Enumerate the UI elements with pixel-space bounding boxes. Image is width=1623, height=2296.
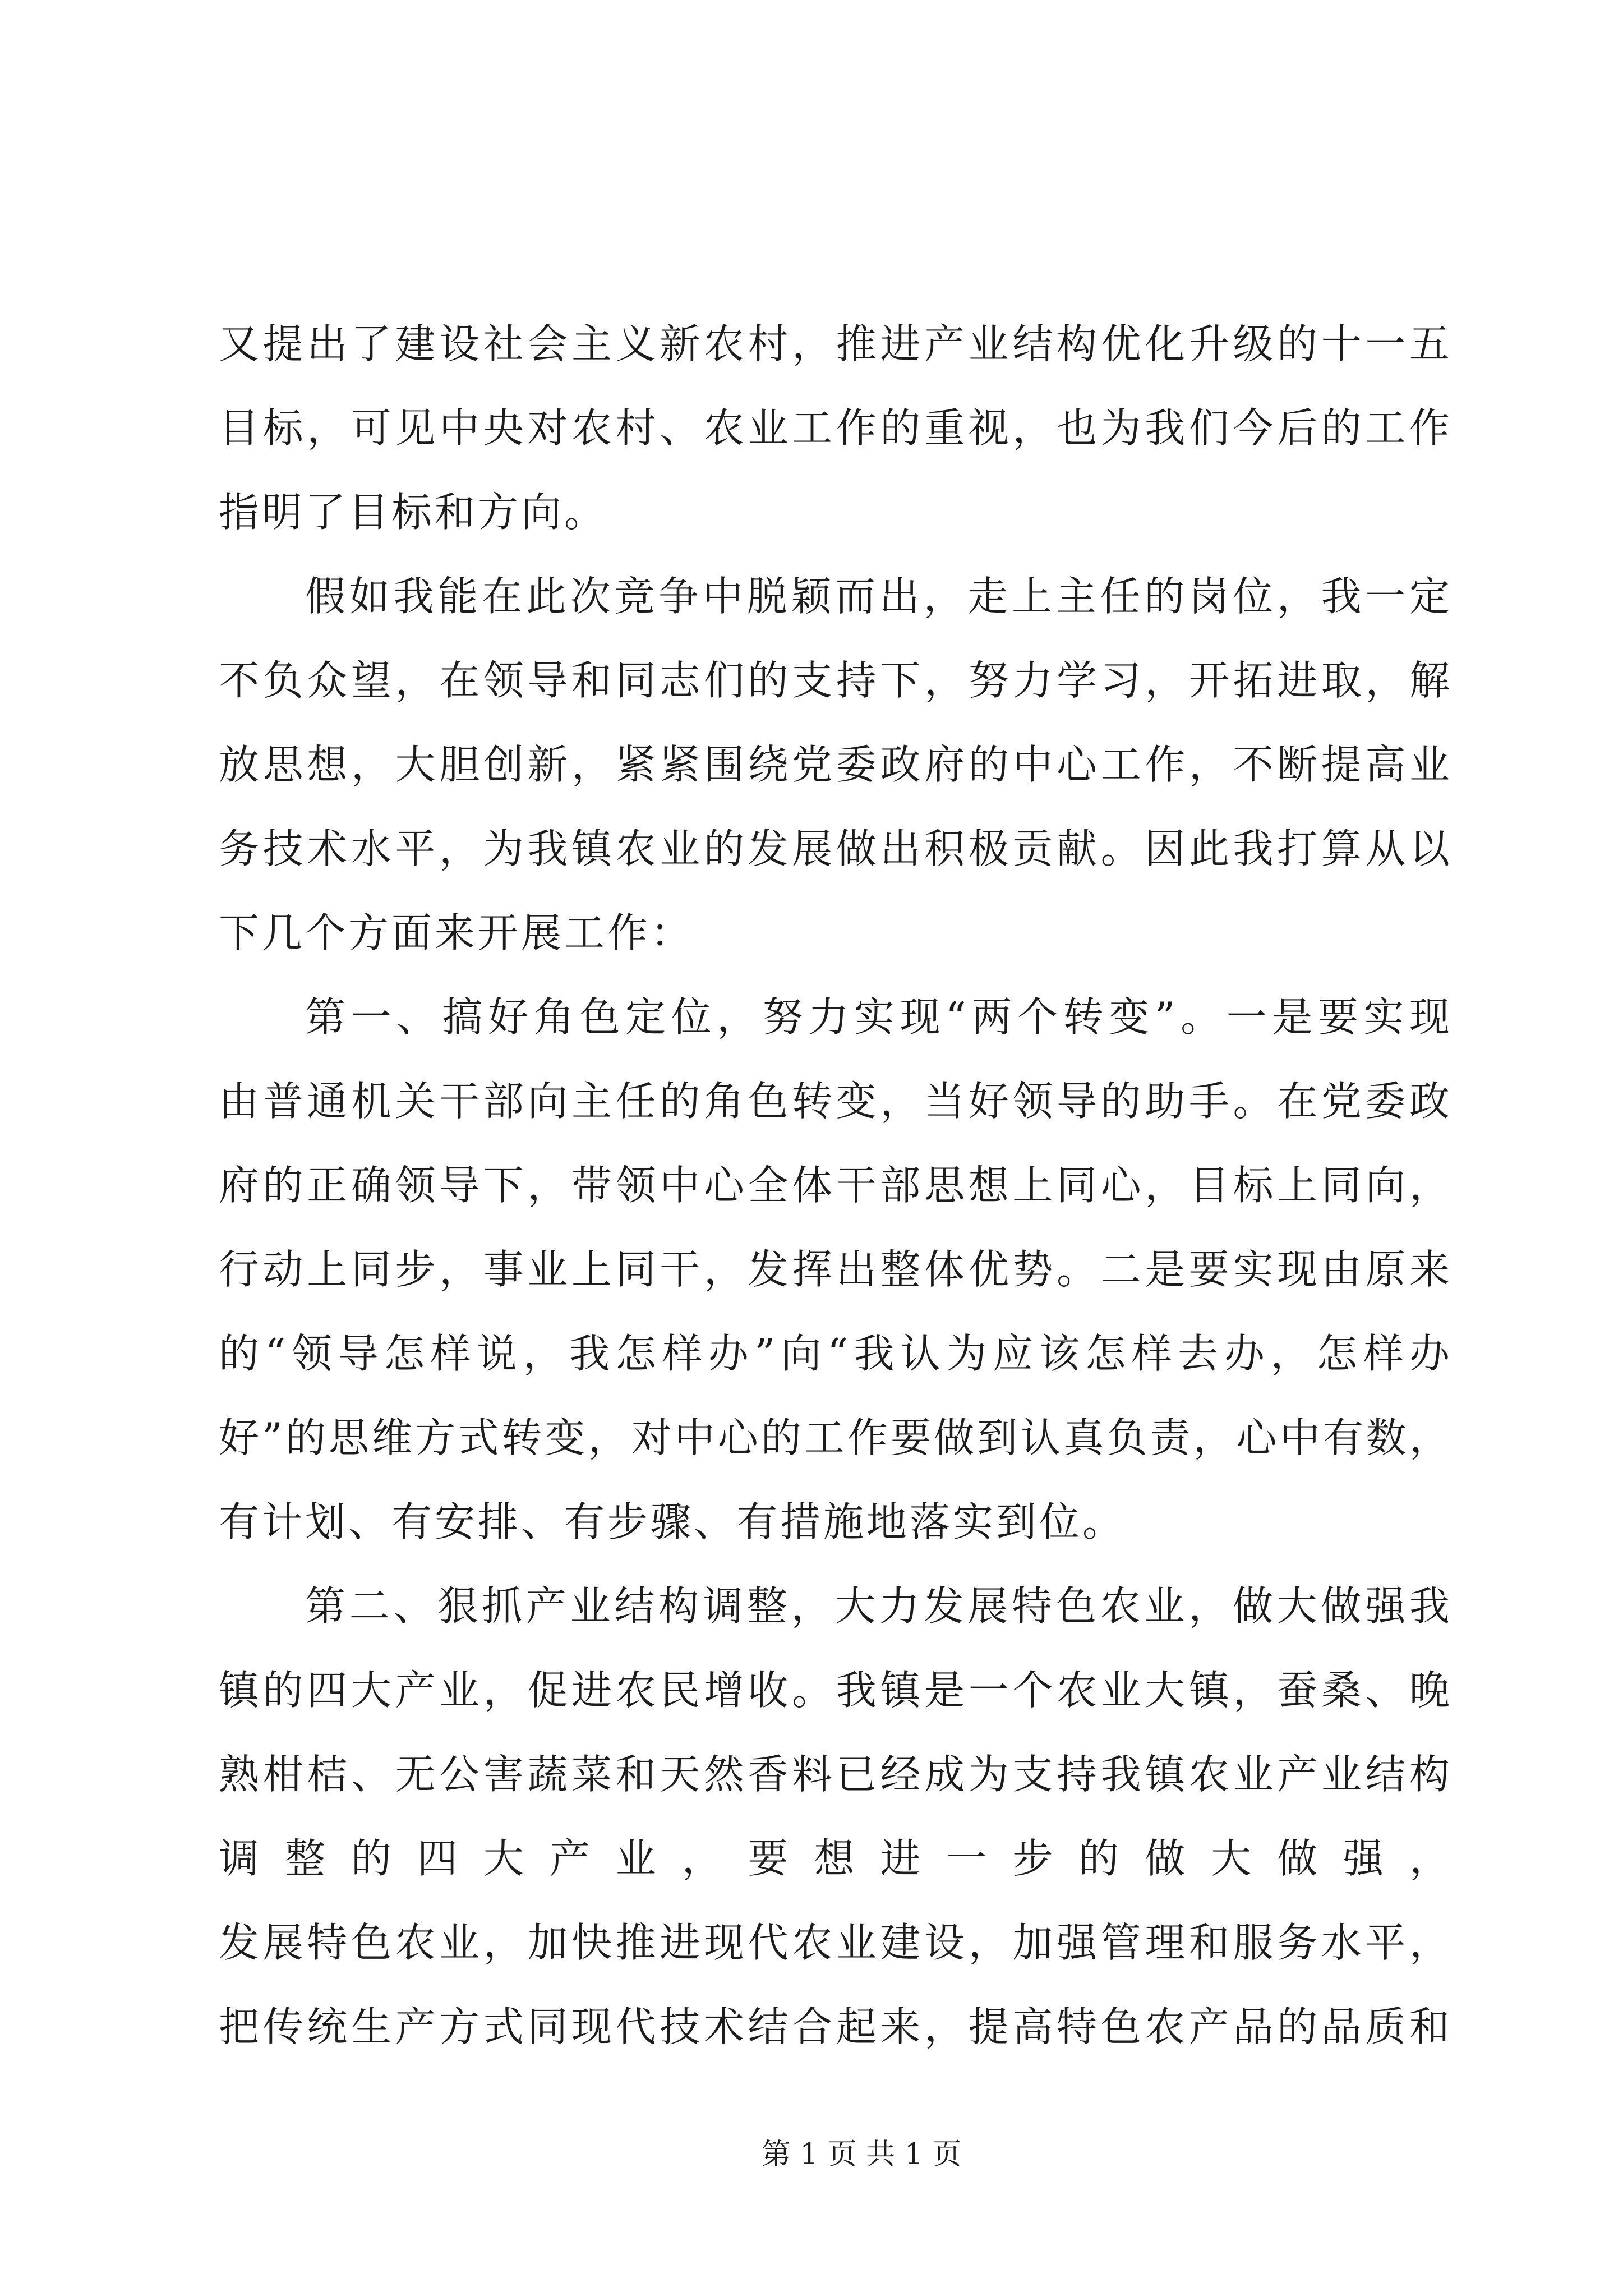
text-line: 第一、搞好角色定位，努力实现“两个转变”。一是要实现 (305, 993, 1453, 1041)
text-line: 熟柑桔、无公害蔬菜和天然香料已经成为支持我镇农业产业结构 (219, 1751, 1453, 1798)
paragraph (219, 975, 1453, 1564)
text-line: 下几个方面来开展工作： (219, 909, 694, 956)
text-line: 把传统生产方式同现代技术结合起来，提高特色农产品的品质和 (219, 2003, 1453, 2050)
text-line: 发展特色农业，加快推进现代农业建设，加强管理和服务水平， (219, 1919, 1453, 1966)
paragraph (219, 554, 1453, 975)
text-line: 调整的四大产业，要想进一步的做大做强， (219, 1835, 1453, 1882)
text-line: 镇的四大产业，促进农民增收。我镇是一个农业大镇，蚕桑、晚 (219, 1667, 1453, 1714)
text-line: 指明了目标和方向。 (219, 489, 608, 536)
text-line: 的“领导怎样说，我怎样办”向“我认为应该怎样去办，怎样办 (219, 1330, 1453, 1377)
text-line: 假如我能在此次竞争中脱颖而出，走上主任的岗位，我一定 (305, 573, 1453, 620)
paragraph (219, 1564, 1453, 2069)
text-line: 由普通机关干部向主任的角色转变，当好领导的助手。在党委政 (219, 1078, 1453, 1125)
text-line: 不负众望，在领导和同志们的支持下，努力学习，开拓进取，解 (219, 657, 1453, 704)
text-line: 又提出了建设社会主义新农村，推进产业结构优化升级的十一五 (219, 320, 1453, 367)
text-line: 第二、狠抓产业结构调整，大力发展特色农业，做大做强我 (305, 1582, 1453, 1630)
page-footer: 第 1 页 共 1 页 (761, 2138, 962, 2171)
text-line: 放思想，大胆创新，紧紧围绕党委政府的中心工作，不断提高业 (219, 741, 1453, 788)
text-line: 行动上同步，事业上同干，发挥出整体优势。二是要实现由原来 (219, 1246, 1453, 1293)
text-line: 务技术水平，为我镇农业的发展做出积极贡献。因此我打算从以 (219, 825, 1453, 872)
text-line: 目标，可见中央对农村、农业工作的重视，也为我们今后的工作 (219, 404, 1453, 452)
paragraph (219, 302, 1453, 554)
text-line: 有计划、有安排、有步骤、有措施地落实到位。 (219, 1498, 1126, 1545)
text-line: 好”的思维方式转变，对中心的工作要做到认真负责，心中有数， (219, 1414, 1453, 1461)
document-body (219, 302, 1453, 2069)
text-line: 府的正确领导下，带领中心全体干部思想上同心，目标上同向， (219, 1162, 1453, 1209)
